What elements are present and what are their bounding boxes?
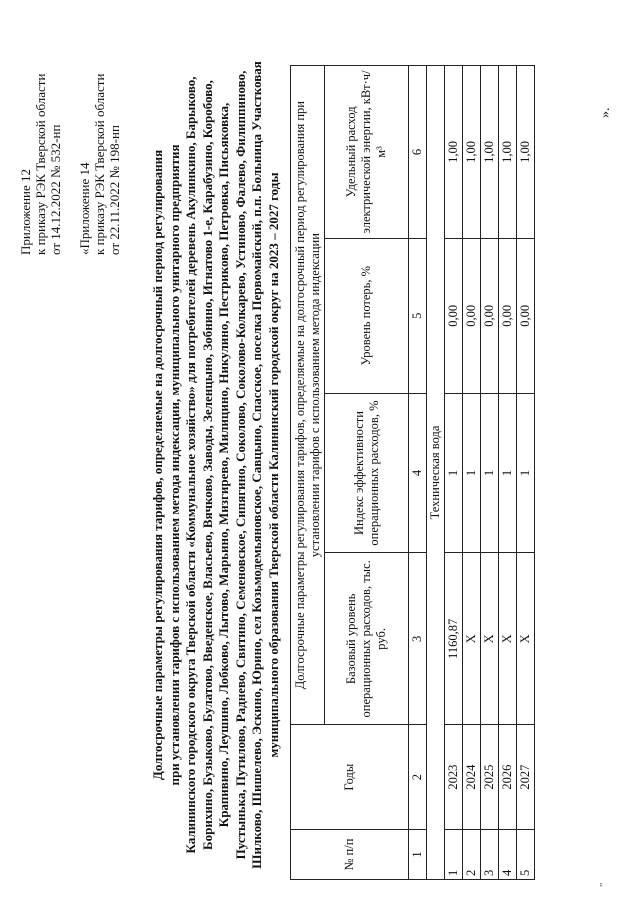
header-number: № п/п xyxy=(291,830,409,880)
row-number: 5 xyxy=(517,830,535,880)
title-line: Долгосрочные параметры регулирования тарифов, определяемые на долгосрочный период регулирования xyxy=(150,149,165,781)
row-number: 3 xyxy=(481,830,499,880)
title-line: Калининского городского округа Тверской области «Коммунальное хозяйство» для потребителей деревень Акулинкино, Барыково, xyxy=(183,76,198,854)
row-efficiency-index: 1 xyxy=(499,393,517,553)
table-row xyxy=(481,66,499,880)
column-number: 6 xyxy=(409,66,427,239)
row-year: 2027 xyxy=(517,725,535,830)
title-line: при установлении тарифов с использованием метода индексации, муниципального унитарного предприятия xyxy=(166,144,182,786)
document-title xyxy=(150,45,282,885)
row-year: 2023 xyxy=(445,725,463,830)
table-row xyxy=(445,66,463,880)
row-number: 4 xyxy=(499,830,517,880)
header-years: Годы xyxy=(291,725,409,830)
row-year: 2025 xyxy=(481,725,499,830)
row-efficiency-index: 1 xyxy=(517,393,535,553)
header-energy-consumption: Удельный расход электрической энергии, кВт·ч/м³ xyxy=(325,66,409,239)
row-base-level: X xyxy=(517,553,535,725)
title-line: Борихино, Бузыково, Булатово, Введенское, Власьево, Вячково, Заводы, Зеленцыно, Зобнино, Игнатово 1-е, Карабузино, Коробово, xyxy=(199,80,215,850)
row-loss-level: 0,00 xyxy=(481,238,499,393)
table-row xyxy=(517,66,535,880)
row-year: 2026 xyxy=(499,725,517,830)
row-year: 2024 xyxy=(463,725,481,830)
scan-mark: " xyxy=(598,882,610,887)
appendix-line: к приказу РЭК Тверской области xyxy=(92,73,107,255)
row-number: 2 xyxy=(463,830,481,880)
row-loss-level: 0,00 xyxy=(445,238,463,393)
header-loss-level: Уровень потерь, % xyxy=(325,238,409,393)
column-number: 1 xyxy=(409,830,427,880)
row-loss-level: 0,00 xyxy=(517,238,535,393)
header-base-level: Базовый уровень операционных расходов, тыс. руб. xyxy=(325,553,409,725)
table-row xyxy=(463,66,481,880)
row-efficiency-index: 1 xyxy=(463,393,481,553)
row-efficiency-index: 1 xyxy=(445,393,463,553)
appendix-line: к приказу РЭК Тверской области xyxy=(33,73,48,255)
row-base-level: 1160,87 xyxy=(445,553,463,725)
appendix-line: от 14.12.2022 № 532-нп xyxy=(48,124,63,255)
closing-quote: ». xyxy=(598,107,613,118)
row-loss-level: 0,00 xyxy=(499,238,517,393)
row-energy-consumption: 1,00 xyxy=(463,66,481,239)
row-base-level: X xyxy=(481,553,499,725)
row-energy-consumption: 1,00 xyxy=(499,66,517,239)
column-number: 2 xyxy=(409,725,427,830)
table-row xyxy=(499,66,517,880)
row-energy-consumption: 1,00 xyxy=(517,66,535,239)
appendix-line: от 22.11.2022 № 198-нп xyxy=(107,125,122,255)
header-efficiency-index: Индекс эффективности операционных расходов, % xyxy=(325,393,409,553)
column-number-row xyxy=(409,66,427,880)
header-parameters-group: Долгосрочные параметры регулирования тарифов, определяемые на долгосрочный период регулирования при установлении тарифов с использованием метода индексации xyxy=(291,66,325,725)
row-energy-consumption: 1,00 xyxy=(481,66,499,239)
row-loss-level: 0,00 xyxy=(463,238,481,393)
row-base-level: X xyxy=(463,553,481,725)
row-efficiency-index: 1 xyxy=(481,393,499,553)
title-line: Пустынька, Путилово, Раднево, Свитино, Семеновское, Сипягино, Соколово, Соколово-Колкарево, Устиново, Фалево, Филиппиново, xyxy=(232,70,248,860)
column-number: 3 xyxy=(409,553,427,725)
appendix-line: Приложение 12 xyxy=(18,168,33,255)
section-title: Техническая вода xyxy=(427,66,445,880)
row-energy-consumption: 1,00 xyxy=(445,66,463,239)
column-number: 4 xyxy=(409,393,427,553)
row-number: 1 xyxy=(445,830,463,880)
parameters-table xyxy=(290,65,535,880)
title-line: Шилково, Шишелево, Эскино, Юрино, сел Козьмодемьяновское, Савцыно, Спасское, поселка Первомайский, п.п. Больница Участковая xyxy=(249,61,264,869)
row-base-level: X xyxy=(499,553,517,725)
column-number: 5 xyxy=(409,238,427,393)
title-line: Крапивино, Леушино, Лобково, Лытово, Марьино, Мизгирево, Милицино, Никулино, Пестриково, Петровка, Письяковка, xyxy=(216,102,231,828)
appendix-line: «Приложение 14 xyxy=(77,162,92,255)
appendix-block xyxy=(18,15,122,255)
title-line: муниципального образования Тверской области Калининский городской округ на 2023 – 2027 годы xyxy=(265,172,281,758)
